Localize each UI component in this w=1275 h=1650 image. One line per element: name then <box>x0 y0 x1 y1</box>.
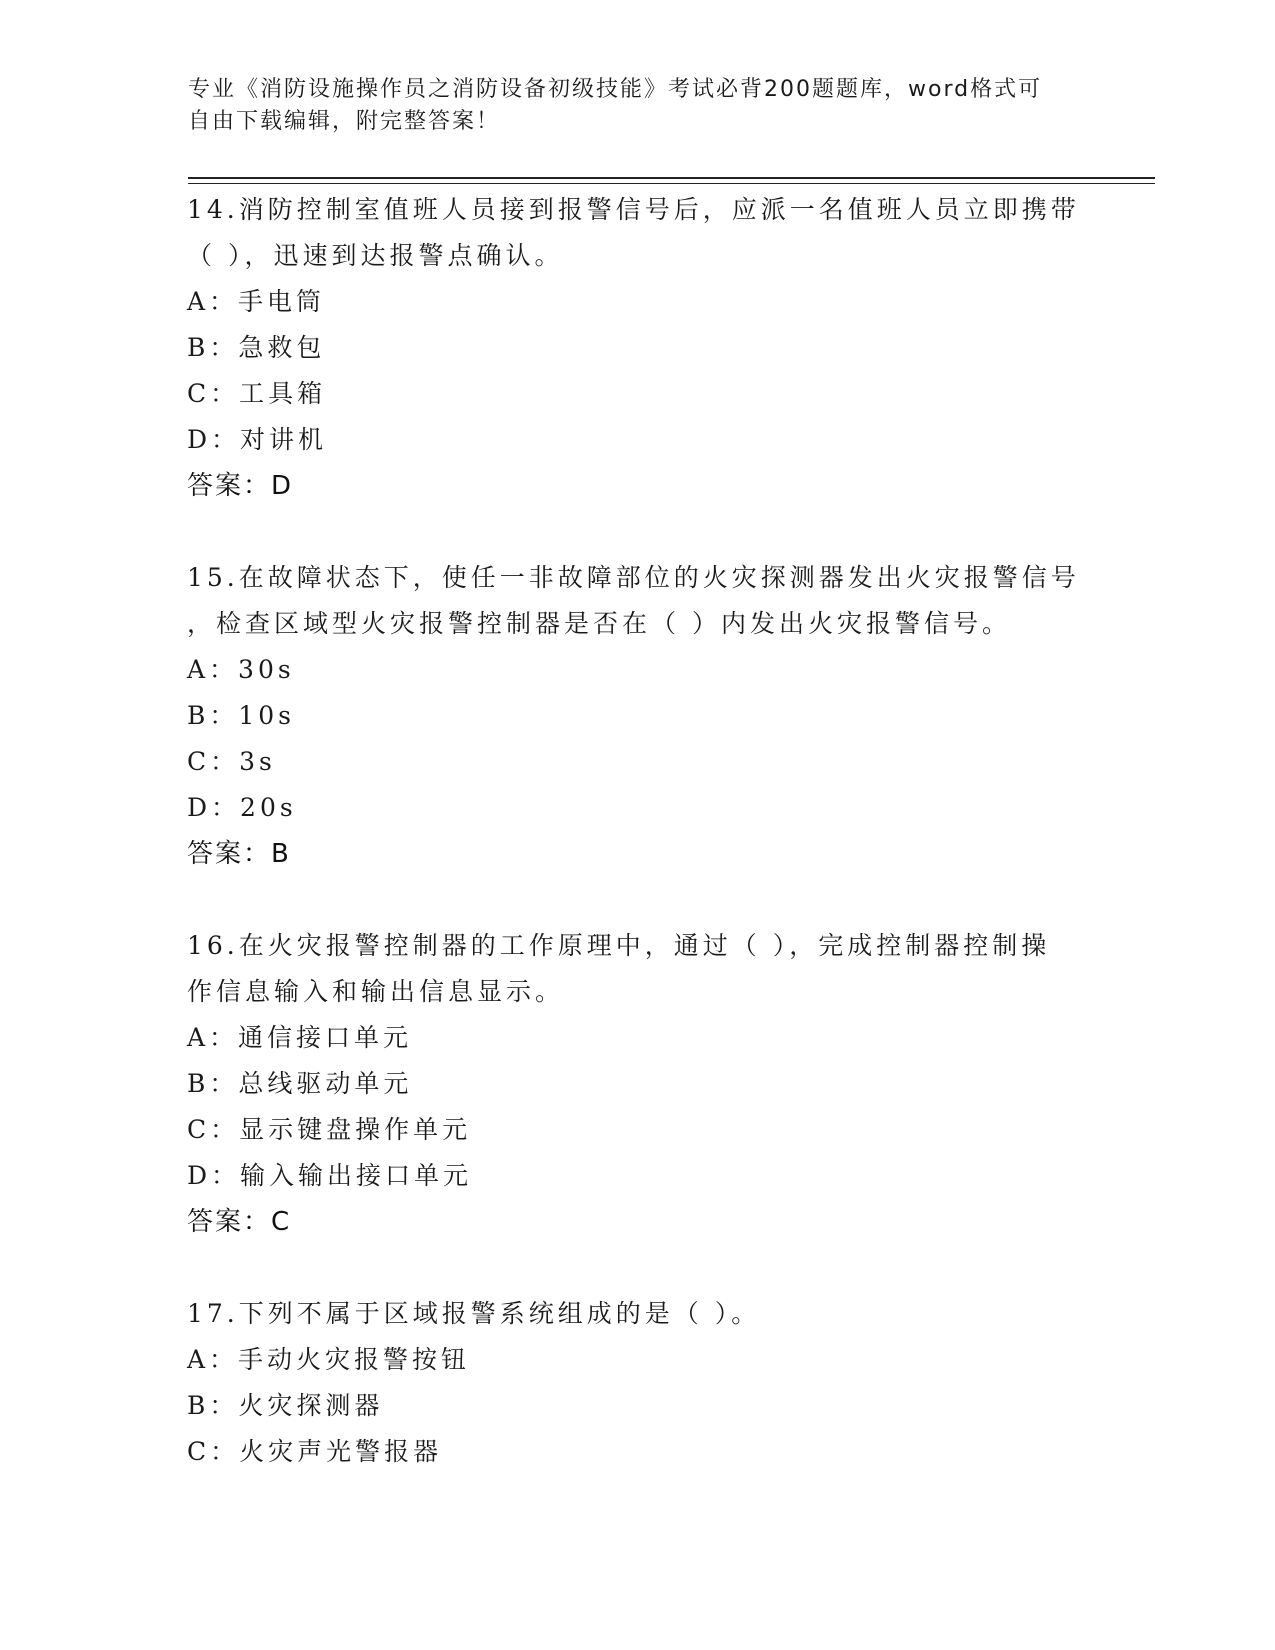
answer-line: 答案：B <box>187 839 291 869</box>
option-a: A：30s <box>187 655 295 684</box>
question-stem-line: 16.在火灾报警控制器的工作原理中，通过（ ），完成控制器控制操 <box>187 931 1051 960</box>
option-d: D：输入输出接口单元 <box>187 1161 473 1190</box>
option-c: C：显示键盘操作单元 <box>187 1115 472 1144</box>
option-b: B：总线驱动单元 <box>187 1069 413 1098</box>
option-b: B：火灾探测器 <box>187 1391 384 1420</box>
header-divider-thin <box>188 183 1155 184</box>
option-b: B：急救包 <box>187 333 326 362</box>
header-divider-thick <box>188 177 1155 179</box>
answer-line: 答案：D <box>187 471 294 501</box>
question-17 <box>187 1291 1087 1475</box>
option-a: A：手电筒 <box>187 287 326 316</box>
answer-line: 答案：C <box>187 1207 292 1237</box>
question-16 <box>187 923 1087 1245</box>
header-line-2: 自由下载编辑，附完整答案！ <box>188 109 501 134</box>
question-stem-line: 17.下列不属于区域报警系统组成的是（ ）。 <box>187 1299 761 1328</box>
option-b: B：10s <box>187 701 296 730</box>
option-c: C：工具箱 <box>187 379 327 408</box>
question-14 <box>187 187 1087 509</box>
option-c: C：火灾声光警报器 <box>187 1437 443 1466</box>
question-stem-line: 15.在故障状态下，使任一非故障部位的火灾探测器发出火灾报警信号 <box>187 563 1080 592</box>
header-line-1: 专业《消防设施操作员之消防设备初级技能》考试必背200题题库，word格式可 <box>188 77 1043 102</box>
document-header <box>188 74 1088 138</box>
question-stem-line: （ ），迅速到达报警点确认。 <box>187 241 564 270</box>
option-d: D：20s <box>187 793 297 822</box>
question-list <box>187 187 1087 1521</box>
option-d: D：对讲机 <box>187 425 328 454</box>
question-stem-line: 作信息输入和输出信息显示。 <box>187 977 565 1006</box>
option-a: A：手动火灾报警按钮 <box>187 1345 471 1374</box>
question-stem-line: 14.消防控制室值班人员接到报警信号后，应派一名值班人员立即携带 <box>187 195 1080 224</box>
question-stem-line: ，检查区域型火灾报警控制器是否在（ ）内发出火灾报警信号。 <box>187 609 1011 638</box>
option-a: A：通信接口单元 <box>187 1023 413 1052</box>
option-c: C：3s <box>187 747 276 776</box>
question-15 <box>187 555 1087 877</box>
